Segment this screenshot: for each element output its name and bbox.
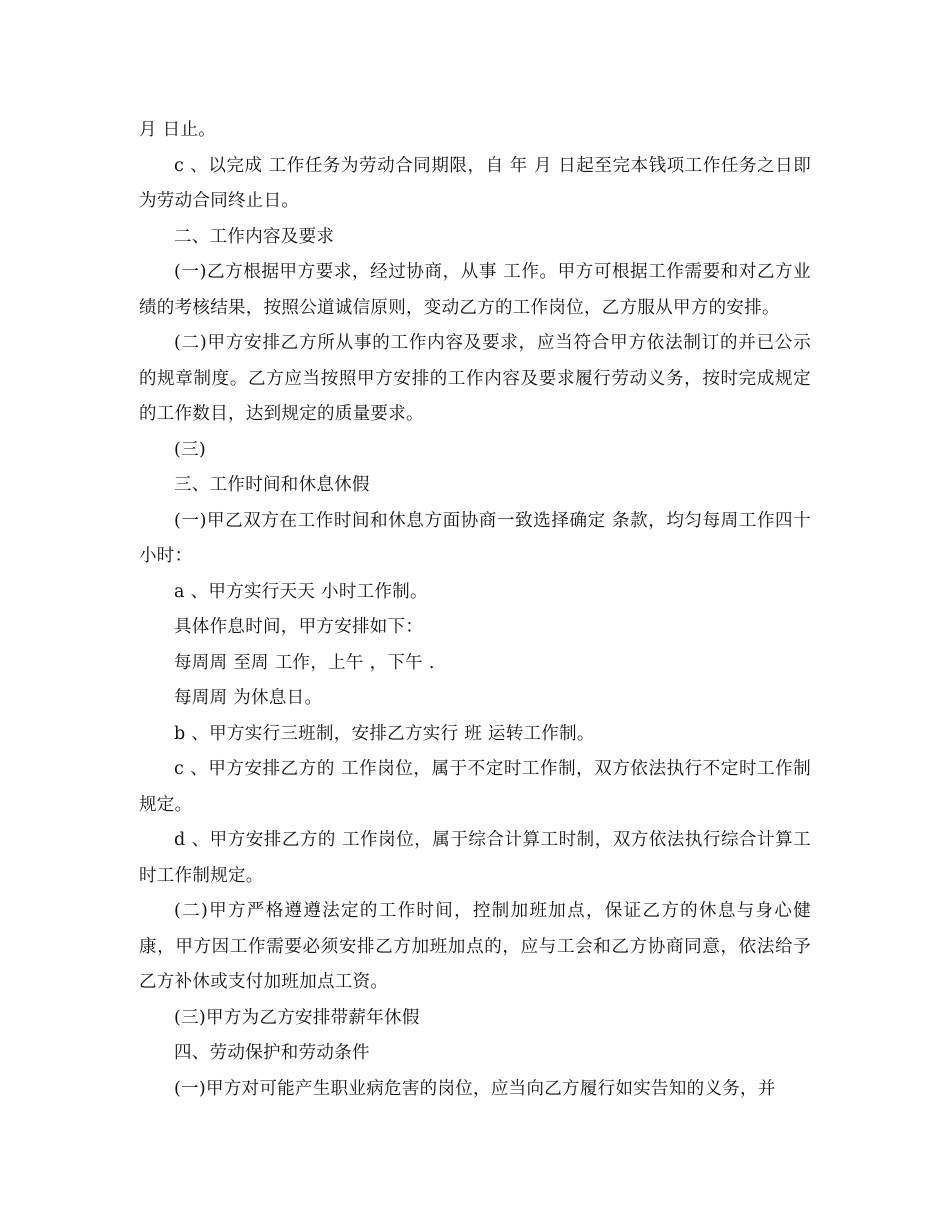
paragraph-work-time-1: (一)甲乙双方在工作时间和休息方面协商一致选择确定 条款，均匀每周工作四十小时： [139,510,811,566]
paragraph-labor-protection-1: (一)甲方对可能产生职业病危害的岗位，应当向乙方履行如实告知的义务，并 [174,1078,776,1099]
paragraph-weekly-schedule: 每周周 至周 工作，上午 ，下午 . [174,652,435,673]
paragraph-option-c: c 、甲方安排乙方的 工作岗位，属于不定时工作制，双方依法执行不定时工作制规定。 [139,759,811,815]
document-body [139,113,811,1107]
paragraph-task-term: c 、以完成 工作任务为劳动合同期限，自 年 月 日起至完本钱项工作任务之日即为劳动合同终止日。 [139,155,811,211]
paragraph-work-time-3: (三)甲方为乙方安排带薪年休假 [174,1007,420,1028]
paragraph-option-a: a 、甲方实行天天 小时工作制。 [174,581,428,602]
section-heading-labor-protection: 四、劳动保护和劳动条件 [174,1043,370,1063]
section-heading-work-content: 二、工作内容及要求 [174,226,335,247]
paragraph-work-content-2: (二)甲方安排乙方所从事的工作内容及要求，应当符合甲方依法制订的并已公示的规章制度。乙方应当按照甲方安排的工作内容及要求履行劳动义务，按时完成规定的工作数目，达到规定的质量要求。 [139,333,811,424]
paragraph-rest-day: 每周周 为休息日。 [174,688,323,708]
paragraph-work-content-1: (一)乙方根据甲方要求，经过协商，从事 工作。甲方可根据工作需要和对乙方业绩的考核结果，按照公道诚信原则，变动乙方的工作岗位，乙方服从甲方的安排。 [139,262,811,318]
paragraph-work-time-2: (二)甲方严格遵遵法定的工作时间，控制加班加点，保证乙方的休息与身心健康，甲方因工作需要必须安排乙方加班加点的，应与工会和乙方协商同意，依法给予乙方补休或支付加班加点工资。 [139,901,811,992]
paragraph-option-d: d 、甲方安排乙方的 工作岗位，属于综合计算工时制，双方依法执行综合计算工时工作制规定。 [139,830,811,886]
paragraph-option-b: b 、甲方实行三班制，安排乙方实行 班 运转工作制。 [174,723,595,744]
paragraph-work-content-3: (三) [174,439,207,460]
section-heading-work-time: 三、工作时间和休息休假 [174,475,370,495]
paragraph-date-end: 月 日止。 [139,120,217,140]
paragraph-schedule-intro: 具体作息时间，甲方安排如下： [174,617,424,637]
